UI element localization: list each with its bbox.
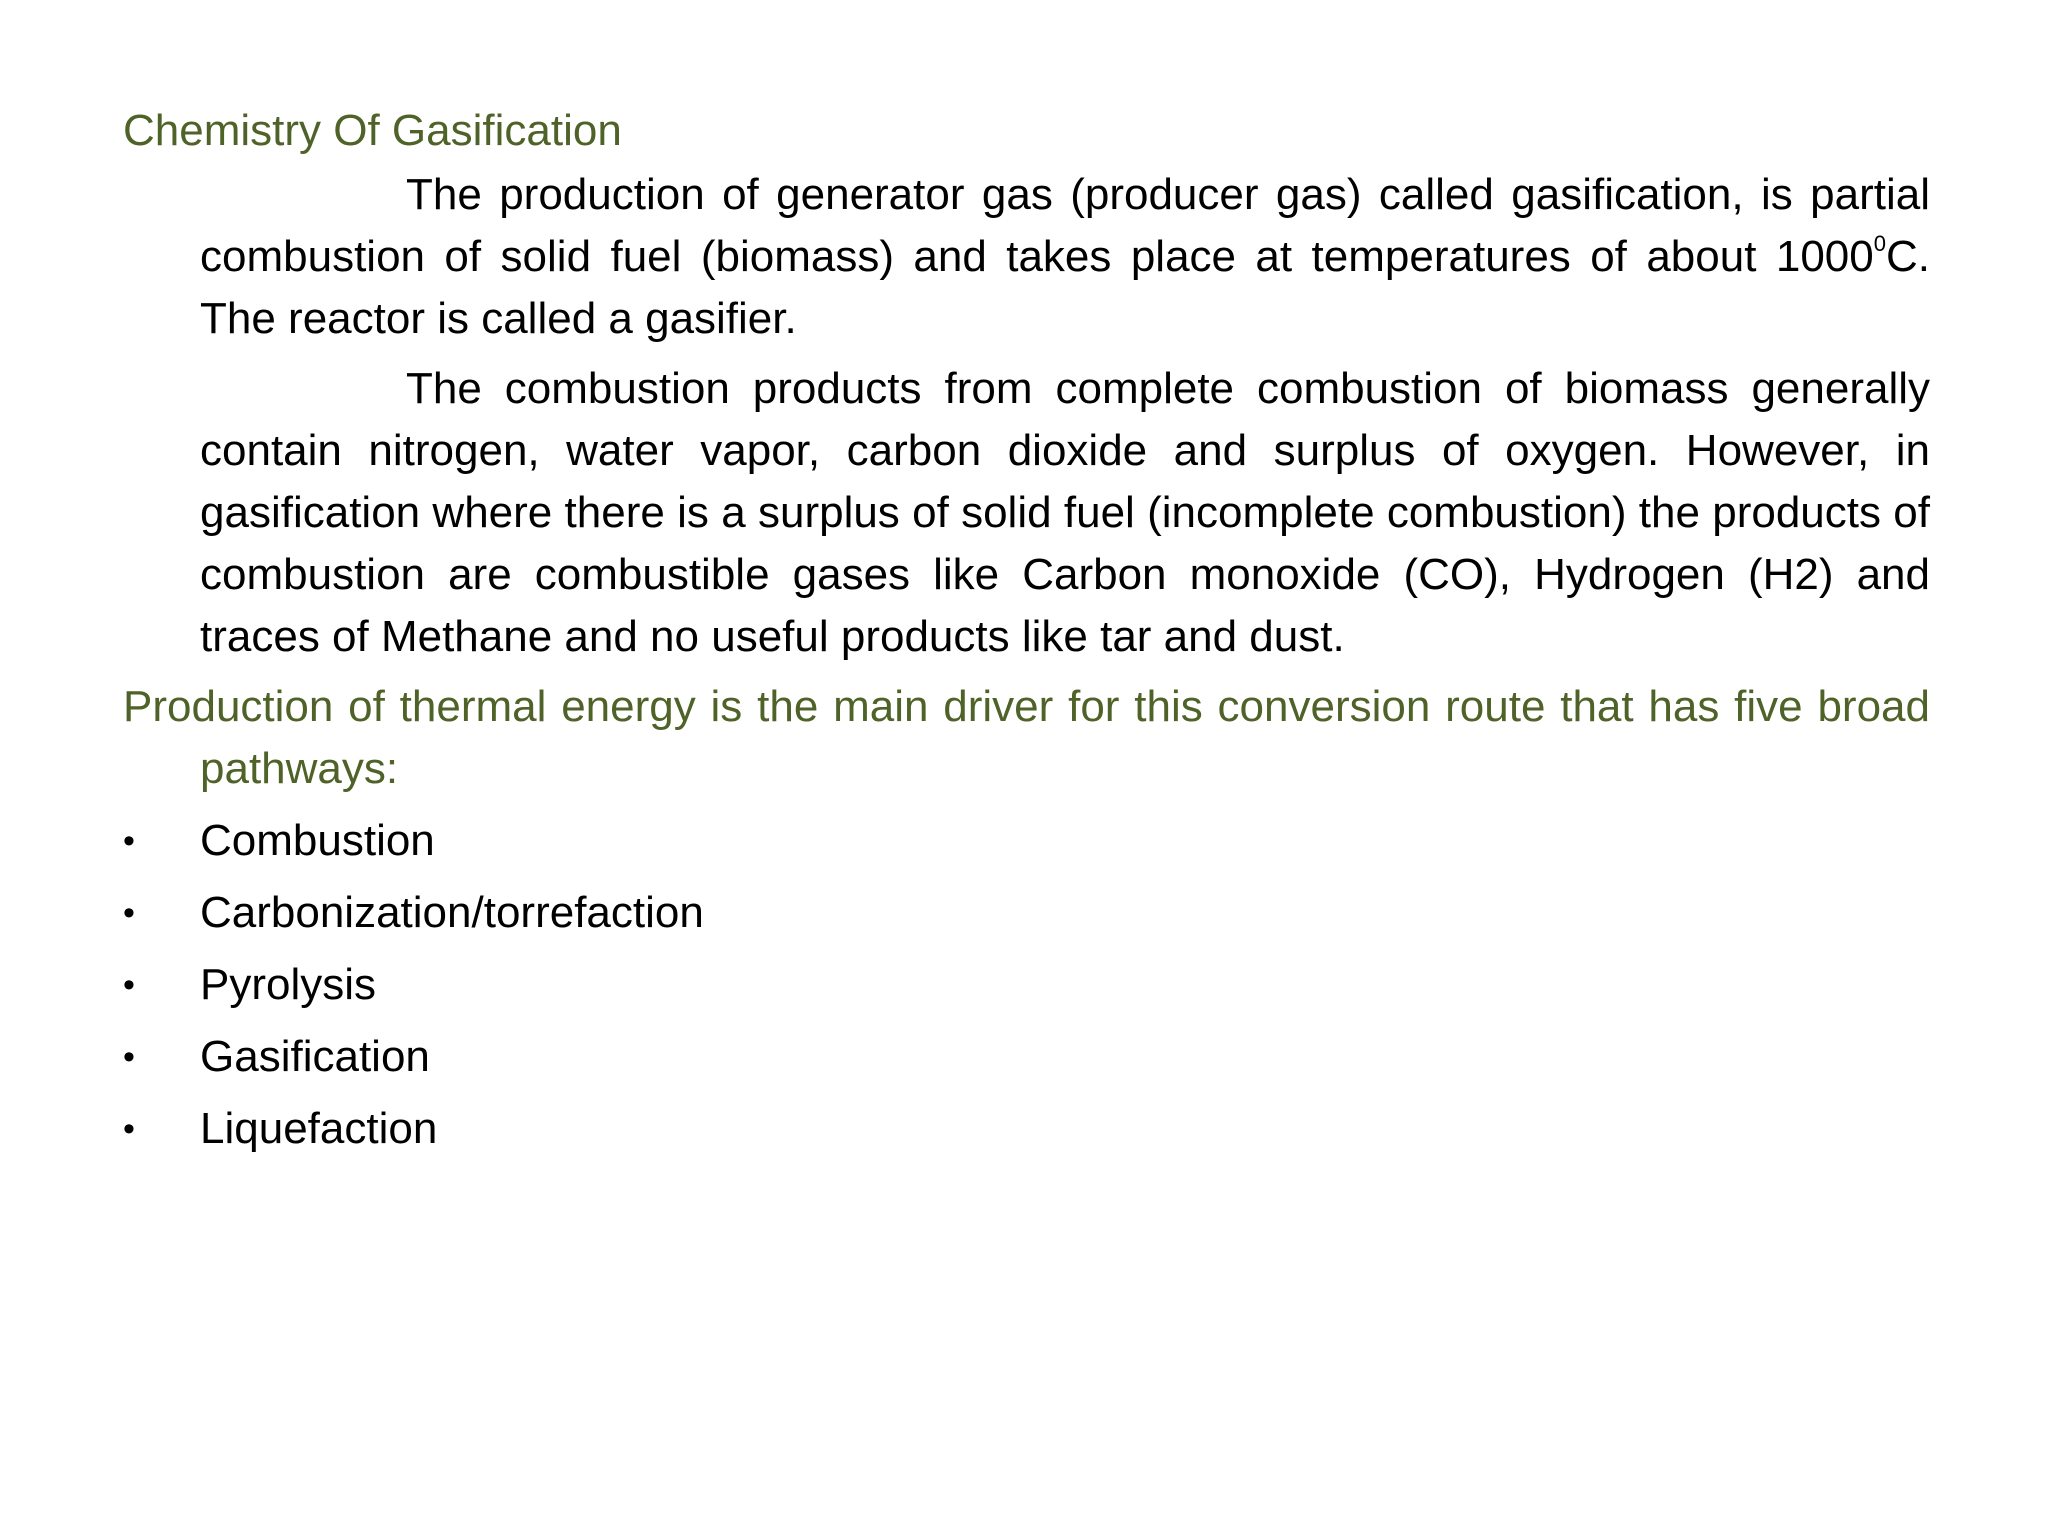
list-item-label: Pyrolysis <box>200 960 377 1009</box>
bullet-icon: • <box>123 894 135 932</box>
list-item-label: Carbonization/torrefaction <box>200 888 704 937</box>
degree-superscript: 0 <box>1873 231 1886 257</box>
bullet-icon: • <box>123 1038 135 1076</box>
list-item-label: Liquefaction <box>200 1104 438 1153</box>
list-item <box>123 810 1930 872</box>
list-item <box>123 1098 1930 1160</box>
pathways-intro: Production of thermal energy is the main driver for this conversion route that has five broad pathways: <box>123 682 1930 793</box>
paragraph-combustion-products <box>123 358 1930 668</box>
paragraph-text: The production of generator gas (producer gas) called gasification, is partial combustion of solid fuel (biomass) and takes place at temperatures of about 1000 <box>200 170 1930 281</box>
list-item <box>123 954 1930 1016</box>
list-item <box>123 1026 1930 1088</box>
bullet-icon: • <box>123 966 135 1004</box>
pathways-list <box>123 810 1930 1160</box>
bullet-icon: • <box>123 1110 135 1148</box>
list-item <box>123 882 1930 944</box>
paragraph-text: The combustion products from complete combustion of biomass generally contain nitrogen, water vapor, carbon dioxide and surplus of oxygen. However, in gasification where there is a surplus of solid fuel (incomplete combustion) the products of combustion are combustible gases like Carbon monoxide (CO), Hydrogen (H2) and traces of Methane and no useful products like tar and dust. <box>200 364 1930 661</box>
list-item-label: Combustion <box>200 816 435 865</box>
paragraph-gasification-definition <box>123 164 1930 350</box>
paragraph-text: C. The reactor is called a gasifier. <box>200 232 1930 343</box>
bullet-icon: • <box>123 822 135 860</box>
list-item-label: Gasification <box>200 1032 430 1081</box>
slide-content <box>123 100 1930 1170</box>
section-title: Chemistry Of Gasification <box>123 106 622 155</box>
